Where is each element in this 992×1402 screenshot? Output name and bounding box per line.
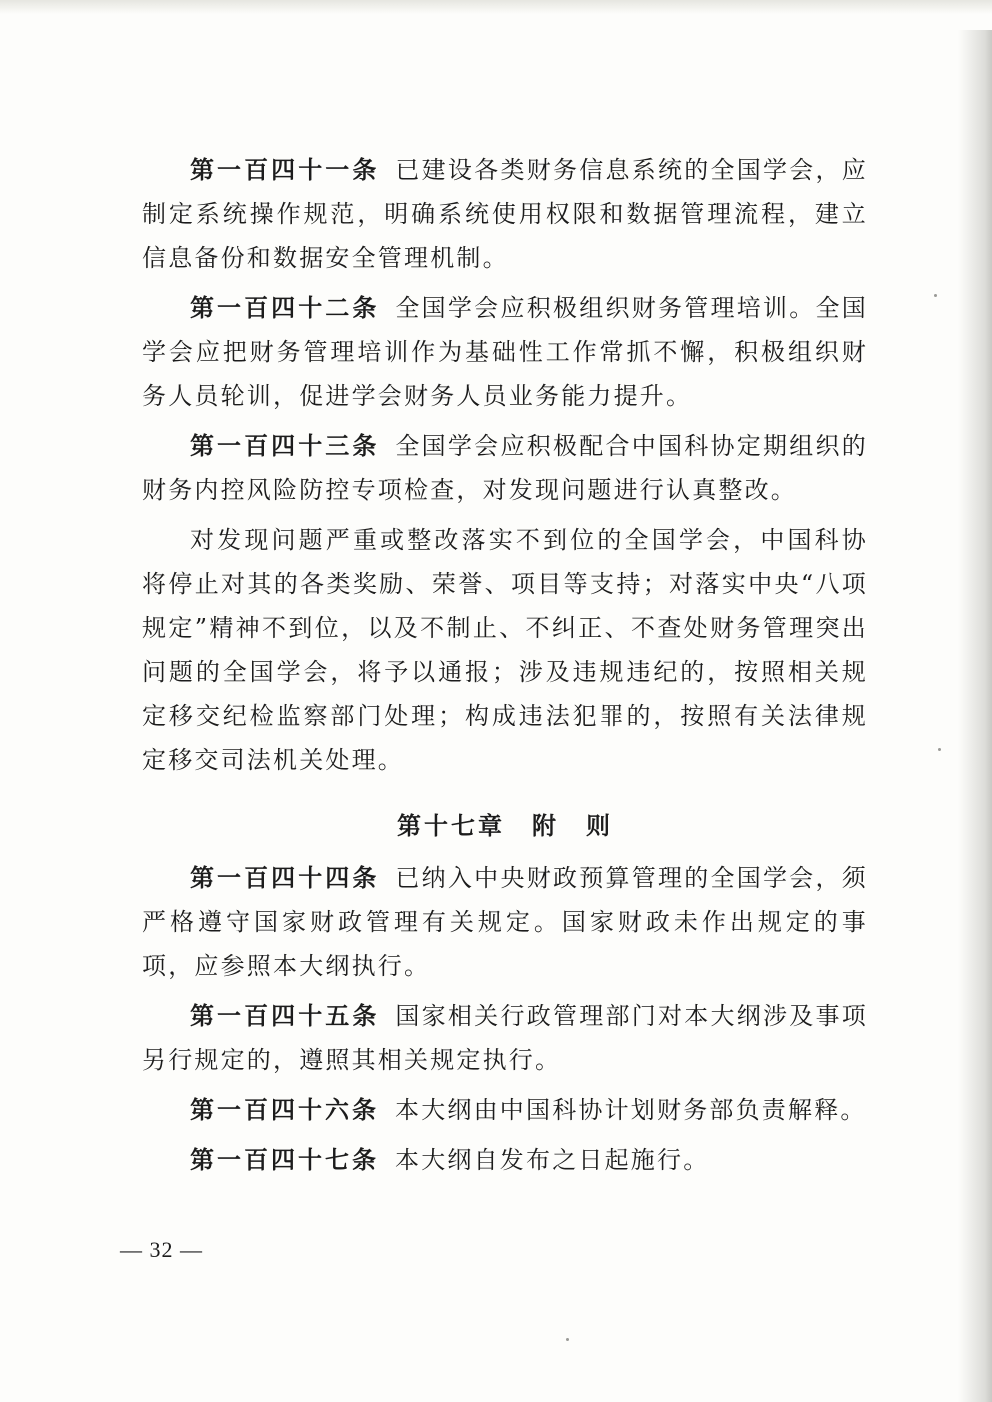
- article-143: [142, 424, 868, 512]
- article-number: 第一百四十一条: [190, 156, 380, 184]
- article-141: [142, 148, 868, 280]
- article-143-continuation: [142, 518, 868, 782]
- article-number: 第一百四十四条: [190, 864, 380, 892]
- chapter-heading: 第十七章 附 则: [397, 812, 613, 840]
- article-145: [142, 994, 868, 1082]
- article-text: 已纳入中央财政预算管理的全国学会，须严格遵守国家财政管理有关规定。国家财政未作出规定的事项，应参照本大纲执行。: [142, 864, 868, 980]
- scan-edge-right: [958, 30, 992, 1402]
- article-text: 全国学会应积极组织财务管理培训。全国学会应把财务管理培训作为基础性工作常抓不懈，积极组织财务人员轮训，促进学会财务人员业务能力提升。: [142, 294, 868, 410]
- scan-speck: [938, 748, 941, 751]
- article-text: 国家相关行政管理部门对本大纲涉及事项另行规定的，遵照其相关规定执行。: [142, 1002, 868, 1074]
- article-text: 已建设各类财务信息系统的全国学会，应制定系统操作规范，明确系统使用权限和数据管理流程，建立信息备份和数据安全管理机制。: [142, 156, 868, 272]
- article-147: [142, 1138, 868, 1182]
- article-142: [142, 286, 868, 418]
- article-number: 第一百四十二条: [190, 294, 380, 322]
- article-144: [142, 856, 868, 988]
- article-number: 第一百四十三条: [190, 432, 380, 460]
- scan-speck: [566, 1338, 569, 1341]
- article-text: 本大纲自发布之日起施行。: [395, 1146, 710, 1174]
- document-body: [142, 148, 868, 1182]
- article-number: 第一百四十五条: [190, 1002, 380, 1030]
- paragraph-text: 对发现问题严重或整改落实不到位的全国学会，中国科协将停止对其的各类奖励、荣誉、项目等支持；对落实中央“八项规定”精神不到位，以及不制止、不纠正、不查处财务管理突出问题的全国学会，将予以通报；涉及违规违纪的，按照相关规定移交纪检监察部门处理；构成违法犯罪的，按照有关法律规定移交司法机关处理。: [142, 526, 868, 774]
- article-146: [142, 1088, 868, 1132]
- scan-speck: [934, 294, 937, 297]
- article-number: 第一百四十六条: [190, 1096, 379, 1124]
- article-number: 第一百四十七条: [190, 1146, 379, 1174]
- article-text: 全国学会应积极配合中国科协定期组织的财务内控风险防控专项检查，对发现问题进行认真整改。: [142, 432, 868, 504]
- page-number: — 32 —: [120, 1237, 203, 1262]
- scan-edge-top: [0, 0, 992, 14]
- article-text: 本大纲由中国科协计划财务部负责解释。: [395, 1096, 867, 1124]
